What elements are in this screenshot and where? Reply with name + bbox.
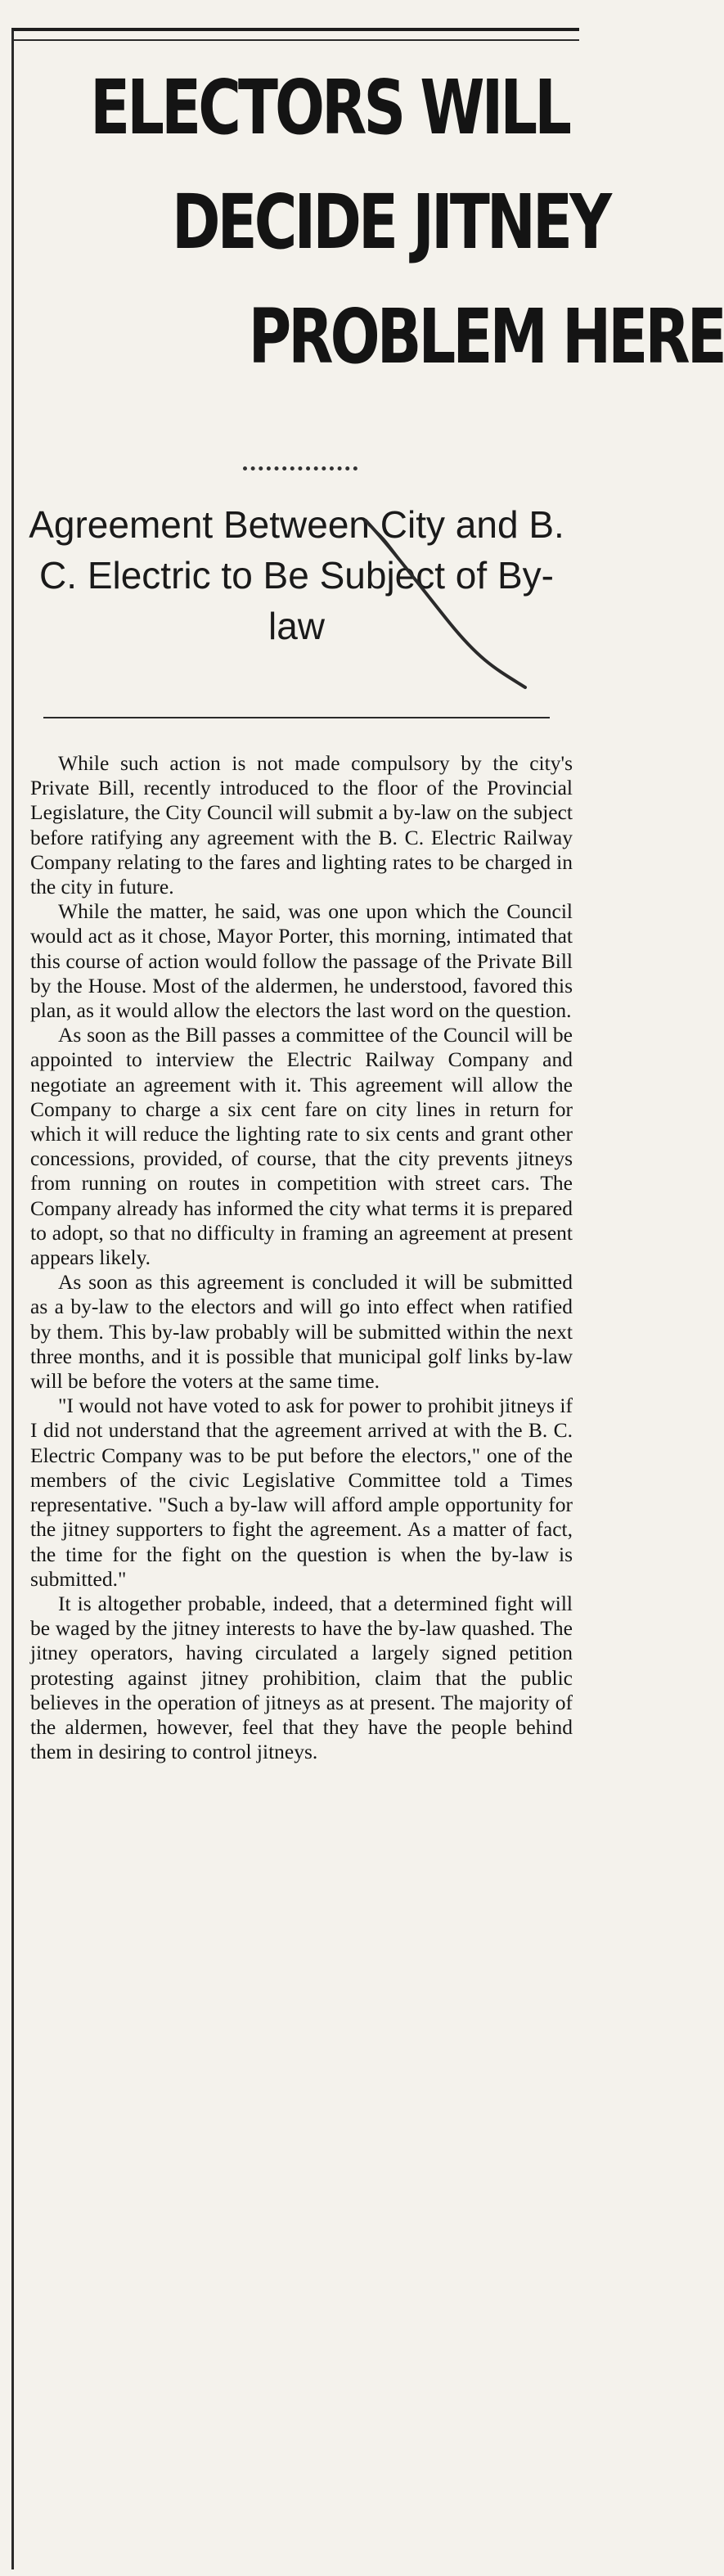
paragraph: As soon as the Bill passes a committee of the Council will be appointed to interview the Electric Railway Company and negotiate an agreement with it. This agreement will allow the Company to charge a six cent fare on city lines in return for which it will reduce the lighting rate to six cents and grant other concessions, provided, of course, that the city prevents jitneys from running on routes in competition with street cars. The Company already has informed the city what terms it is prepared to adopt, so that no difficulty in framing an agreement at present appears likely. — [30, 1023, 573, 1270]
paragraph: While the matter, he said, was one upon which the Council would act as it chose, Mayor Porter, this morning, intimated that this course of action would follow the passage of the Private Bill by the House. Most of the aldermen, he understood, favored this plan, as it would allow the electors the last word on the question. — [30, 899, 573, 1023]
paragraph: "I would not have voted to ask for power to prohibit jitneys if I did not understand that the agreement arrived at with the B. C. Electric Company was to be put before the electors," one of the members of the civic Legislative Committee told a Times representative. "Such a by-law will afford ample opportunity for the jitney supporters to fight the agreement. As a matter of fact, the time for the fight on the question is when the by-law is submitted." — [30, 1394, 573, 1591]
headline-line-3: PROBLEM HERE — [248, 293, 724, 381]
newspaper-clipping — [11, 28, 724, 2569]
subheadline: Agreement Between City and B. C. Electric to Be Subject of By-law — [29, 503, 564, 647]
headline-divider — [243, 466, 358, 471]
paragraph: It is altogether probable, indeed, that a determined fight will be waged by the jitney interests to have the by-law quashed. The jitney operators, having circulated a largely signed petition protesting against jitney prohibition, claim that the public believes in the operation of jitneys as at present. The majority of the aldermen, however, feel that they have the people behind them in desiring to control jitneys. — [30, 1591, 573, 1764]
top-rule — [14, 39, 579, 41]
pen-stroke-mark — [358, 514, 537, 694]
headline-line-1: ELECTORS WILL — [90, 64, 569, 151]
article-body — [30, 751, 573, 1764]
paragraph: While such action is not made compulsory by the city's Private Bill, recently introduced to the floor of the Provincial Legislature, the City Council will submit a by-law on the subject before ratifying any agreement with the B. C. Electric Railway Company relating to the fares and lighting rates to be charged in the city in future. — [30, 751, 573, 899]
headline — [76, 64, 724, 381]
paragraph: As soon as this agreement is concluded it will be submitted as a by-law to the electors and will go into effect when ratified by them. This by-law probably will be submitted within the next three months, and it is possible that municipal golf links by-law will be before the voters at the same time. — [30, 1270, 573, 1394]
headline-line-2: DECIDE JITNEY — [172, 178, 609, 266]
section-divider — [43, 717, 550, 718]
